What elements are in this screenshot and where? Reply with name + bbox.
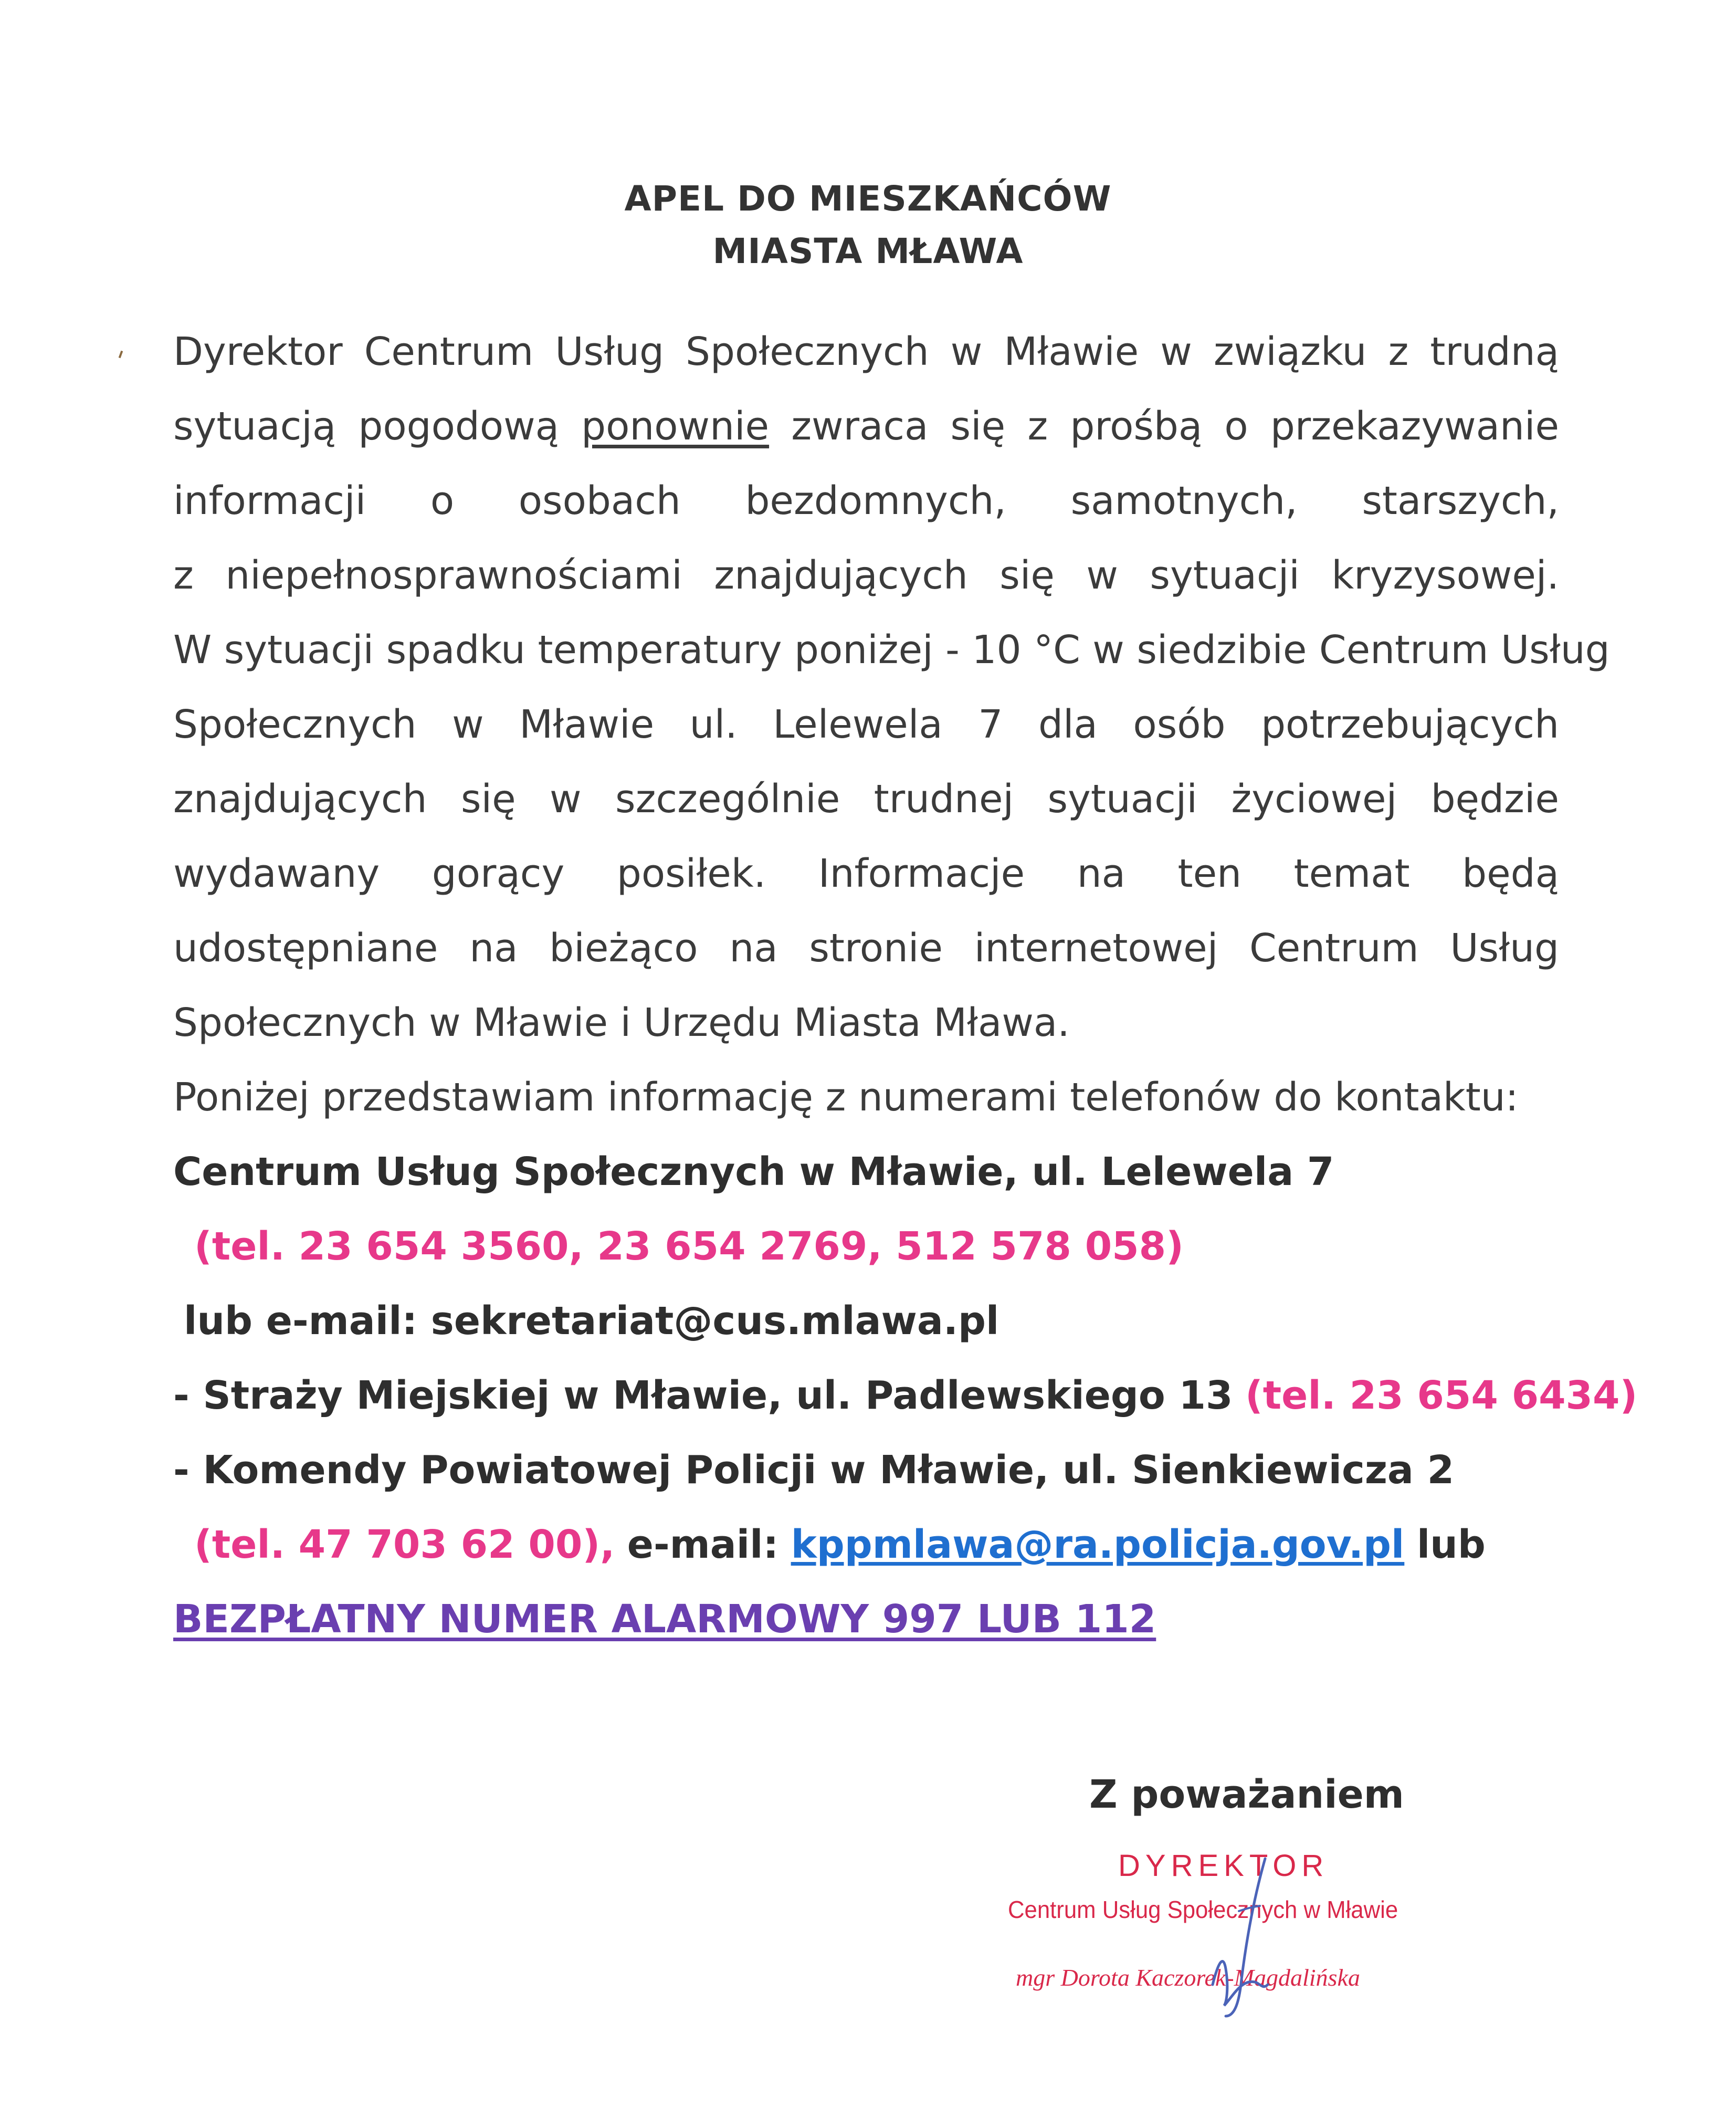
body-line — [173, 400, 1559, 453]
stamp-institution: Centrum Usług Społecznych w Mławie — [1008, 1896, 1398, 1923]
or-text: lub — [1416, 1522, 1486, 1567]
body-line: W sytuacji spadku temperatury poniżej - 10 °C w siedzibie Centrum Usług — [173, 627, 1610, 673]
director-stamp — [1008, 1848, 1438, 2021]
contact-cus-phones: (tel. 23 654 3560, 23 654 2769, 512 578 058) — [194, 1224, 1184, 1269]
alarm-number: BEZPŁATNY NUMER ALARMOWY 997 LUB 112 — [173, 1597, 1156, 1642]
contact-policja: - Komendy Powiatowej Policji w Mławie, ul. Sienkiewicza 2 — [173, 1448, 1455, 1493]
stamp-title: DYREKTOR — [1118, 1849, 1329, 1883]
contact-straz-line — [173, 1369, 1638, 1422]
email-label: e-mail: — [627, 1522, 779, 1567]
body-line: z niepełnosprawnościami znajdujących się w sytuacji kryzysowej. — [173, 553, 1559, 598]
body-line: udostępniane na bieżąco na stronie internetowej Centrum Usług — [173, 926, 1559, 971]
closing-salutation: Z poważaniem — [1089, 1772, 1404, 1817]
body-line: wydawany gorący posiłek. Informacje na ten temat będą — [173, 851, 1559, 896]
emphasis-ponownie: ponownie — [581, 404, 770, 449]
document-title: APEL DO MIESZKAŃCÓW — [624, 179, 1112, 219]
contact-policja-phone: (tel. 47 703 62 00), — [194, 1522, 615, 1567]
contact-straz: - Straży Miejskiej w Mławie, ul. Padlewskiego 13 — [173, 1373, 1233, 1418]
contact-cus-email: lub e-mail: sekretariat@cus.mlawa.pl — [184, 1298, 999, 1344]
document-subtitle: MIASTA MŁAWA — [712, 231, 1024, 271]
contact-policja-line — [194, 1518, 1580, 1571]
policja-email-link[interactable]: kppmlawa@ra.policja.gov.pl — [791, 1522, 1405, 1567]
body-line: Poniżej przedstawiam informację z numerami telefonów do kontaktu: — [173, 1075, 1519, 1120]
scan-speck — [119, 351, 123, 359]
contact-straz-phone: (tel. 23 654 6434) — [1245, 1373, 1638, 1418]
body-line: znajdujących się w szczególnie trudnej sytuacji życiowej będzie — [173, 777, 1559, 822]
body-line: Społecznych w Mławie ul. Lelewela 7 dla osób potrzebujących — [173, 702, 1559, 747]
handwritten-signature-icon — [1134, 1848, 1307, 2021]
body-text: zwraca się z prośbą o przekazywanie — [791, 404, 1559, 449]
body-text: sytuacją pogodową — [173, 404, 559, 449]
body-line: Społecznych w Mławie i Urzędu Miasta Mława. — [173, 1000, 1070, 1045]
body-line: informacji o osobach bezdomnych, samotnych, starszych, — [173, 478, 1559, 523]
stamp-name: mgr Dorota Kaczorek-Magdalińska — [1016, 1964, 1360, 1991]
contact-cus: Centrum Usług Społecznych w Mławie, ul. Lelewela 7 — [173, 1149, 1334, 1194]
body-line: Dyrektor Centrum Usług Społecznych w Mławie w związku z trudną — [173, 329, 1559, 374]
